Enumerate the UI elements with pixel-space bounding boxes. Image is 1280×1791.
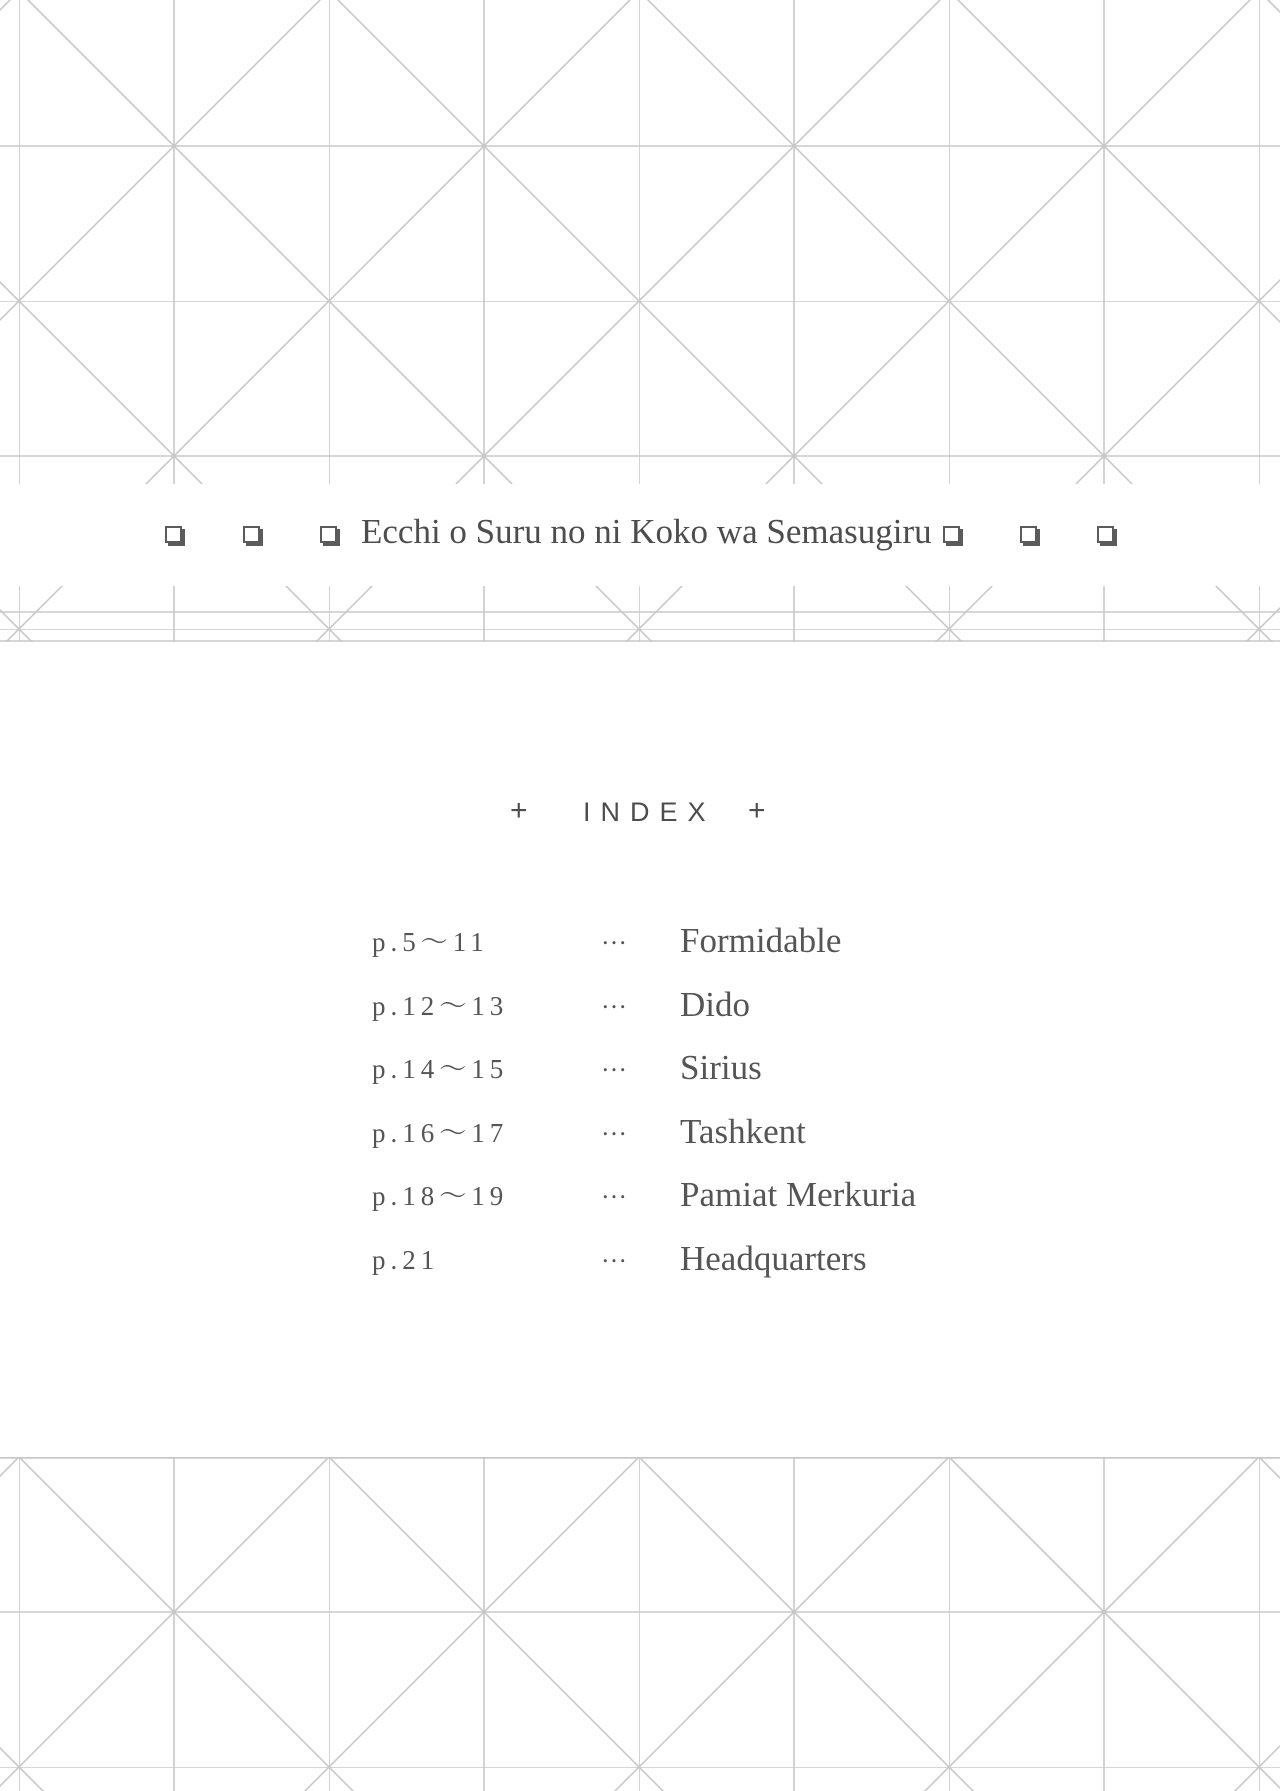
square-bullet-icon bbox=[1097, 526, 1114, 543]
toc-chapter-title: Tashkent bbox=[680, 1111, 806, 1151]
toc-leader: … bbox=[601, 1238, 627, 1268]
toc-leader: … bbox=[601, 1048, 627, 1077]
title-band bbox=[0, 484, 1280, 586]
toc-page-range: p.18～19 bbox=[372, 1181, 509, 1211]
book-title: Ecchi o Suru no ni Koko wa Semasugiru bbox=[361, 512, 932, 551]
square-bullet-icon bbox=[320, 526, 337, 543]
toc-leader: … bbox=[601, 1111, 627, 1141]
bottom-grid-pattern bbox=[0, 1457, 1280, 1791]
plus-icon: + bbox=[748, 794, 766, 827]
toc-leader: … bbox=[601, 921, 627, 950]
index-label: INDEX bbox=[583, 797, 716, 827]
square-bullet-icon bbox=[243, 526, 260, 543]
toc-page-range: p.16～17 bbox=[372, 1117, 509, 1148]
toc-leader: … bbox=[601, 1175, 627, 1204]
toc-entry bbox=[0, 1103, 1280, 1167]
toc-page-range: p.21 bbox=[372, 1244, 440, 1275]
toc-chapter-title: Sirius bbox=[680, 1048, 762, 1087]
plus-icon: + bbox=[510, 794, 528, 827]
toc-page-range: p.14～15 bbox=[372, 1054, 509, 1084]
mid-grid-strip bbox=[0, 586, 1280, 642]
toc-entry bbox=[0, 1166, 1280, 1230]
toc-chapter-title: Headquarters bbox=[680, 1238, 867, 1278]
table-of-contents bbox=[0, 912, 1280, 1293]
index-heading bbox=[0, 790, 1280, 836]
square-bullet-icon bbox=[165, 526, 182, 543]
toc-page-range: p.5～11 bbox=[372, 927, 489, 957]
toc-entry bbox=[0, 912, 1280, 976]
toc-chapter-title: Dido bbox=[680, 984, 750, 1024]
toc-entry bbox=[0, 1039, 1280, 1103]
toc-chapter-title: Pamiat Merkuria bbox=[680, 1175, 917, 1214]
toc-entry bbox=[0, 976, 1280, 1040]
square-bullet-icon bbox=[943, 526, 960, 543]
toc-page-range: p.12～13 bbox=[372, 990, 509, 1021]
toc-leader: … bbox=[601, 984, 627, 1014]
top-grid-pattern bbox=[0, 0, 1280, 484]
toc-entry bbox=[0, 1230, 1280, 1294]
square-bullet-icon bbox=[1020, 526, 1037, 543]
toc-chapter-title: Formidable bbox=[680, 921, 842, 960]
